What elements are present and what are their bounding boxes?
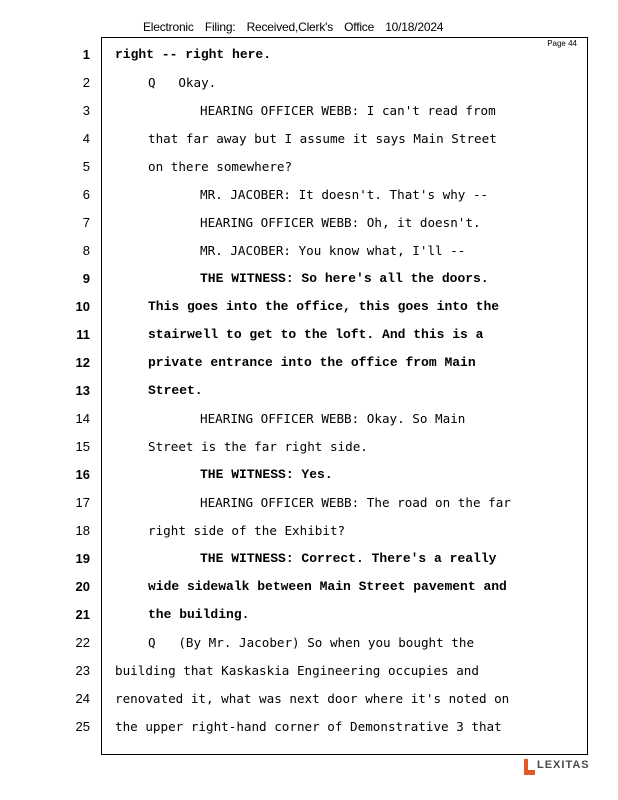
line-number: 20 [75,579,90,594]
line-number: 18 [75,523,90,538]
transcript-line [0,488,618,516]
transcript-line [0,124,618,152]
transcript-line [0,292,618,320]
line-text: private entrance into the office from Main [148,355,476,370]
line-number: 9 [82,271,90,286]
line-text: right side of the Exhibit? [148,523,346,538]
line-number: 14 [75,411,90,426]
line-number: 23 [75,663,90,678]
line-text: HEARING OFFICER WEBB: The road on the far [200,495,511,510]
line-number: 16 [75,467,90,482]
transcript-line [0,404,618,432]
line-number: 25 [75,719,90,734]
transcript-line [0,432,618,460]
lexitas-logo-text: LEXITAS [537,759,590,771]
transcript-line [0,208,618,236]
line-text: stairwell to get to the loft. And this is a [148,327,484,342]
line-number: 10 [75,299,90,314]
line-text: wide sidewalk between Main Street pavement and [148,579,507,594]
transcript-line [0,348,618,376]
line-text: on there somewhere? [148,159,293,174]
transcript-line [0,40,618,68]
line-text: Q (By Mr. Jacober) So when you bought the [148,635,475,650]
line-text: building that Kaskaskia Engineering occupies and [115,663,479,678]
line-number: 22 [75,635,90,650]
line-number: 8 [82,243,90,258]
line-text: HEARING OFFICER WEBB: Okay. So Main [200,411,466,426]
line-text: MR. JACOBER: You know what, I'll -- [200,243,466,258]
line-text: THE WITNESS: Yes. [200,467,333,482]
line-text: This goes into the office, this goes into the [148,299,500,314]
line-text: the upper right-hand corner of Demonstrative 3 that [115,719,502,734]
line-number: 17 [75,495,90,510]
line-number: 7 [82,215,90,230]
transcript-line [0,572,618,600]
line-number: 21 [75,607,90,622]
line-number: 11 [76,327,90,342]
line-text: MR. JACOBER: It doesn't. That's why -- [200,187,489,202]
line-text: renovated it, what was next door where it's noted on [115,691,510,706]
line-text: Street. [148,383,203,398]
line-text: right -- right here. [115,47,272,62]
line-number: 3 [82,103,90,118]
transcript-line [0,544,618,572]
line-text: Q Okay. [148,75,217,90]
line-text: THE WITNESS: So here's all the doors. [200,271,489,286]
lexitas-logo-icon [523,758,536,776]
line-text: HEARING OFFICER WEBB: I can't read from [200,103,496,118]
line-number: 2 [82,75,90,90]
transcript-line [0,96,618,124]
transcript-line [0,264,618,292]
line-number: 4 [82,131,90,146]
line-number: 6 [82,187,90,202]
line-text: the building. [148,607,250,622]
line-number: 19 [75,551,90,566]
transcript-line [0,712,618,740]
lexitas-logo [523,758,589,776]
transcript-line [0,68,618,96]
page-number: Page 44 [547,39,577,48]
line-text: HEARING OFFICER WEBB: Oh, it doesn't. [200,215,481,230]
line-text: Street is the far right side. [148,439,368,454]
line-text: that far away but I assume it says Main Street [148,131,497,146]
filing-header: Electronic Filing: Received,Clerk's Office 10/18/2024 [143,20,444,34]
transcript-line [0,320,618,348]
line-number: 13 [75,383,90,398]
transcript-line [0,684,618,712]
line-number: 24 [75,691,90,706]
transcript-line [0,180,618,208]
transcript-line [0,628,618,656]
transcript-line [0,600,618,628]
transcript-line [0,376,618,404]
transcript-line [0,236,618,264]
line-number: 1 [82,47,90,62]
transcript-line [0,516,618,544]
transcript-line [0,656,618,684]
line-number: 15 [75,439,90,454]
line-text: THE WITNESS: Correct. There's a really [200,551,497,566]
transcript-line [0,152,618,180]
transcript-line [0,460,618,488]
line-number: 5 [82,159,90,174]
line-number: 12 [75,355,90,370]
